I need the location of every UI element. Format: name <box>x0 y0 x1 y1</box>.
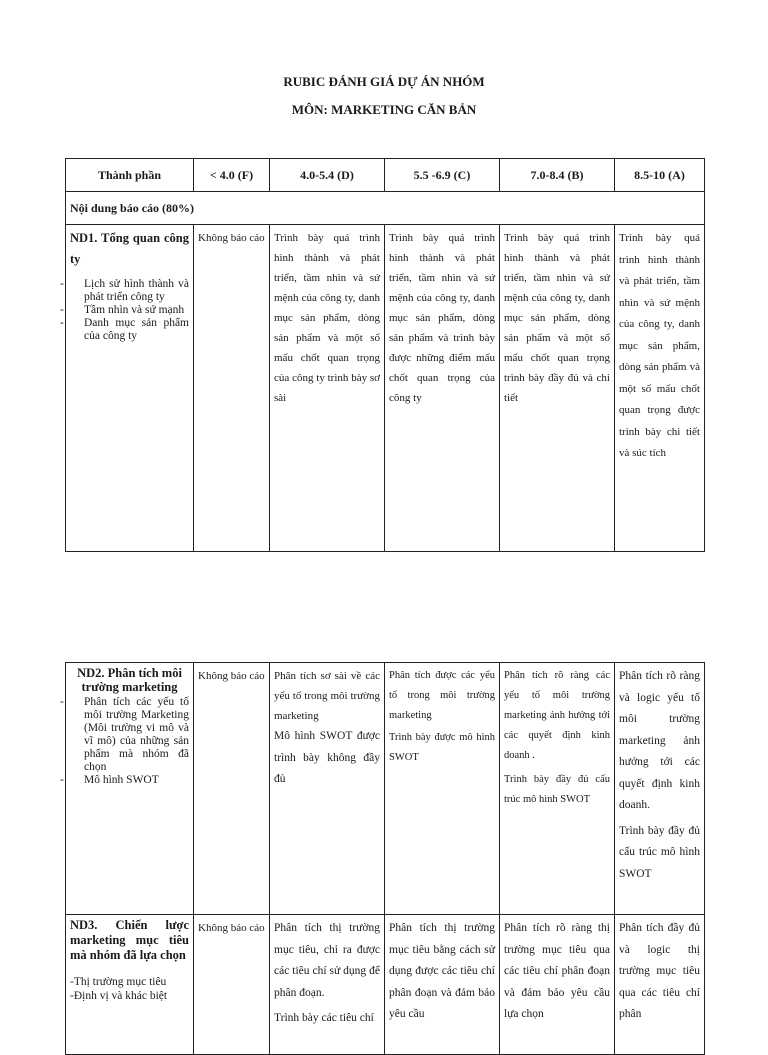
nd2-title: ND2. Phân tích môi trường marketing <box>77 666 182 694</box>
nd2-grade-d <box>270 663 385 915</box>
nd3-grade-c: Phân tích thị trường mục tiêu bằng cách sử dụng được các tiêu chí phân đoạn và đảm bảo yêu cầu <box>385 915 500 1055</box>
nd2-b-swot: Trình bày đầy đủ cấu trúc mô hình SWOT <box>504 774 610 805</box>
list-item: -Định vị và khác biệt <box>70 990 168 1002</box>
nd2-component <box>66 663 194 915</box>
list-item: - Lịch sử hình thành và phát triển công ty <box>70 278 189 304</box>
nd3-title: ND3. Chiến lược marketing mục tiêu mà nhóm đã lựa chọn <box>70 918 189 962</box>
nd3-d-more: Trình bày các tiêu chí <box>274 1012 374 1024</box>
nd3-grade-f: Không báo cáo <box>194 915 270 1055</box>
section-label: Nội dung báo cáo (80%) <box>66 192 705 225</box>
col-header-component: Thành phần <box>66 159 194 192</box>
nd1-component <box>66 225 194 552</box>
nd3-grade-a: Phân tích đầy đủ và logic thị trường mục tiêu qua các tiêu chí phân <box>615 915 705 1055</box>
rubric-table-bottom <box>65 662 705 1055</box>
nd2-grade-f: Không báo cáo <box>194 663 270 915</box>
nd2-b-analysis: Phân tích rõ ràng các yếu tố môi trường marketing ảnh hưởng tới các quyết định kinh doanh . <box>504 670 610 761</box>
nd1-grade-d: Trình bày quá trình hình thành và phát triển, tầm nhìn và sứ mệnh của công ty, danh mục sản phẩm, dòng sản phẩm và một số mấu chốt quan trọng của công ty trình bày sơ sài <box>270 225 385 552</box>
nd3-grade-b: Phân tích rõ ràng thị trường mục tiêu qua các tiêu chí phân đoạn và đảm bảo yêu cầu lựa chọn <box>500 915 615 1055</box>
page-subtitle: MÔN: MARKETING CĂN BẢN <box>291 102 477 117</box>
nd1-title: ND1. Tổng quan công ty <box>70 231 189 266</box>
nd2-d-swot: Mô hình SWOT được trình bày không đầy đủ <box>274 730 380 785</box>
rubric-table-top <box>65 158 705 552</box>
nd1-criteria <box>70 278 189 343</box>
page-title: RUBIC ĐÁNH GIÁ DỰ ÁN NHÓM <box>283 74 485 89</box>
nd2-a-swot: Trình bày đầy đủ cấu trúc mô hình SWOT <box>619 824 700 880</box>
nd2-c-swot: Trình bày được mô hình SWOT <box>389 732 495 763</box>
nd1-grade-a: Trình bày quá trình hình thành và phát triển, tầm nhìn và sứ mệnh của công ty, danh mục sản phẩm, dòng sản phẩm và một số mấu chốt quan trọng được trình bày chi tiết và súc tích <box>615 225 705 552</box>
col-header-d: 4.0-5.4 (D) <box>270 159 385 192</box>
nd2-grade-b <box>500 663 615 915</box>
nd2-grade-c <box>385 663 500 915</box>
nd2-grade-a <box>615 663 705 915</box>
list-item: -Thị trường mục tiêu <box>70 976 167 988</box>
nd1-grade-b: Trình bày quá trình hình thành và phát triển, tầm nhìn và sứ mệnh của công ty, danh mục sản phẩm, dòng sản phẩm và một số mấu chốt quan trọng trình bày đầy đủ và chi tiết <box>500 225 615 552</box>
nd1-grade-f: Không báo cáo <box>194 225 270 552</box>
nd2-d-analysis: Phân tích sơ sài về các yếu tố trong môi trường marketing <box>274 670 380 722</box>
list-item: - Mô hình SWOT <box>70 774 189 787</box>
col-header-c: 5.5 -6.9 (C) <box>385 159 500 192</box>
col-header-f: < 4.0 (F) <box>194 159 270 192</box>
header-row <box>66 159 705 192</box>
list-item: - Danh mục sản phẩm của công ty <box>70 317 189 343</box>
nd2-c-analysis: Phân tích được các yếu tố trong môi trường marketing <box>389 670 495 721</box>
table-row-nd2 <box>66 663 705 915</box>
table-row-nd3 <box>66 915 705 1055</box>
nd2-criteria <box>70 696 189 787</box>
list-item: - Tầm nhìn và sứ mạnh <box>70 304 189 317</box>
nd1-grade-c: Trình bày quá trình hình thành và phát triển, tầm nhìn và sứ mệnh của công ty, danh mục sản phẩm, dòng sản phẩm và trình bày được những điểm mấu chốt quan trọng của công ty <box>385 225 500 552</box>
section-row <box>66 192 705 225</box>
col-header-b: 7.0-8.4 (B) <box>500 159 615 192</box>
table-row-nd1 <box>66 225 705 552</box>
nd3-grade-d <box>270 915 385 1055</box>
nd3-component <box>66 915 194 1055</box>
list-item: - Phân tích các yếu tố môi trường Marketing (Môi trường vi mô và vĩ mô) của những sản phẩm mà nhóm đã chọn <box>70 696 189 774</box>
col-header-a: 8.5-10 (A) <box>615 159 705 192</box>
nd3-d-text: Phân tích thị trường mục tiêu, chỉ ra được các tiêu chí sử dụng để phân đoạn. <box>274 922 380 999</box>
nd3-criteria <box>70 975 189 1003</box>
nd2-a-analysis: Phân tích rõ ràng và logic yếu tố môi trường marketing ảnh hưởng tới các quyết định kinh doanh. <box>619 670 700 811</box>
